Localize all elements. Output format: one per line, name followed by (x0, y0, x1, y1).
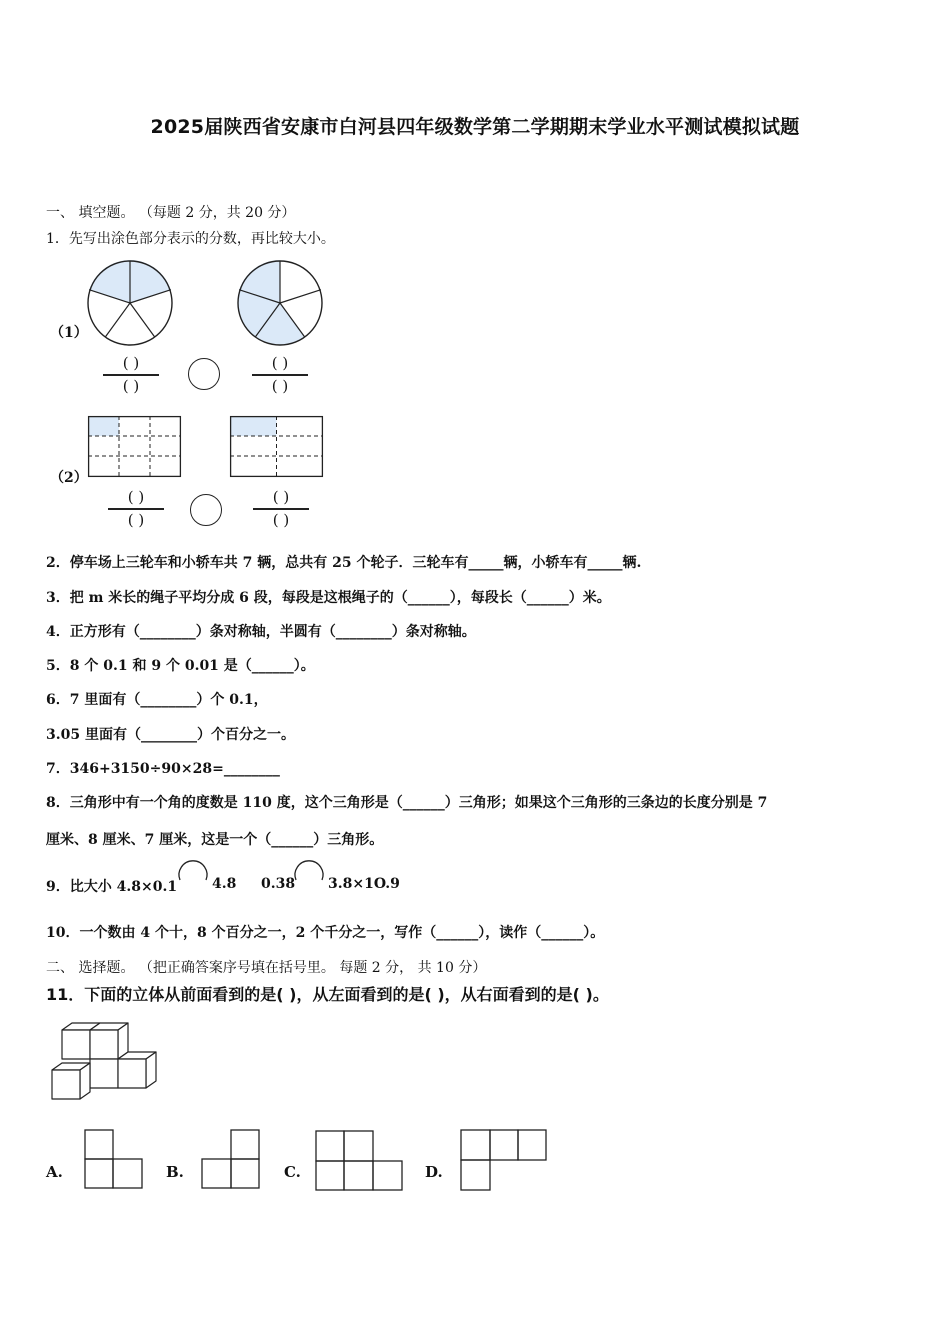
compare-circle-1[interactable] (188, 358, 220, 390)
question-10: 10．一个数由 4 个十，8 个百分之一，2 个千分之一，写作（______），读作（______）。 (46, 925, 605, 941)
cube-solid-figure (48, 1020, 160, 1102)
option-a-label[interactable]: A. (46, 1163, 63, 1181)
q9-value-2: 0.38 (261, 876, 296, 892)
fraction-blank-2b[interactable]: ( ) ( ) (253, 489, 309, 529)
question-5: 5．8 个 0.1 和 9 个 0.01 是（______）。 (46, 658, 315, 674)
option-d-figure[interactable] (460, 1129, 550, 1193)
question-8a: 8．三角形中有一个角的度数是 110 度，这个三角形是（______）三角形；如果这个三角形的三条边的长度分别是 7 (46, 795, 768, 811)
option-b-label[interactable]: B. (166, 1163, 184, 1181)
q1-part1-label: （1） (50, 325, 88, 341)
compare-arc-1[interactable] (177, 858, 209, 886)
option-c-label[interactable]: C. (284, 1163, 301, 1181)
option-c-figure[interactable] (315, 1130, 405, 1192)
question-9: 9．比大小 4.8×0.1 (46, 879, 178, 895)
compare-arc-2[interactable] (293, 858, 325, 886)
q9-value-1: 4.8 (212, 876, 237, 892)
question-6b: 3.05 里面有（________）个百分之一。 (46, 727, 295, 743)
section-1-heading: 一、 填空题。 （每题 2 分，共 20 分） (46, 205, 296, 221)
pie-chart-right (237, 260, 323, 346)
fraction-blank-1a[interactable]: ( ) ( ) (103, 355, 159, 395)
question-7: 7．346+3150÷90×28=________ (46, 761, 280, 777)
q9-value-3: 3.8×1O.9 (328, 876, 400, 892)
question-2: 2．停车场上三轮车和小轿车共 7 辆，总共有 25 个轮子．三轮车有_____辆，小轿车有_____辆. (46, 555, 642, 571)
section-2-heading: 二、 选择题。 （把正确答案序号填在括号里。 每题 2 分， 共 10 分） (46, 960, 487, 976)
question-8b: 厘米、8 厘米、7 厘米，这是一个（______）三角形。 (46, 832, 384, 848)
fraction-blank-1b[interactable]: ( ) ( ) (252, 355, 308, 395)
question-1: 1．先写出涂色部分表示的分数，再比较大小。 (46, 231, 335, 247)
question-4: 4．正方形有（________）条对称轴，半圆有（________）条对称轴。 (46, 624, 476, 640)
fraction-blank-2a[interactable]: ( ) ( ) (108, 489, 164, 529)
page-title: 2025届陕西省安康市白河县四年级数学第二学期期末学业水平测试模拟试题 (150, 116, 800, 138)
pie-chart-left (87, 260, 173, 346)
question-3: 3．把 m 米长的绳子平均分成 6 段，每段是这根绳子的（______），每段长（______）米。 (46, 590, 611, 606)
compare-circle-2[interactable] (190, 494, 222, 526)
q1-part2-label: （2） (50, 470, 88, 486)
rect-grid-right (230, 416, 323, 477)
question-11: 11．下面的立体从前面看到的是( )，从左面看到的是( )，从右面看到的是( )。 (46, 985, 609, 1004)
option-a-figure[interactable] (84, 1129, 144, 1191)
rect-grid-left (88, 416, 181, 477)
option-b-figure[interactable] (201, 1129, 261, 1191)
question-6a: 6．7 里面有（________）个 0.1， (46, 692, 268, 708)
option-d-label[interactable]: D. (425, 1163, 443, 1181)
